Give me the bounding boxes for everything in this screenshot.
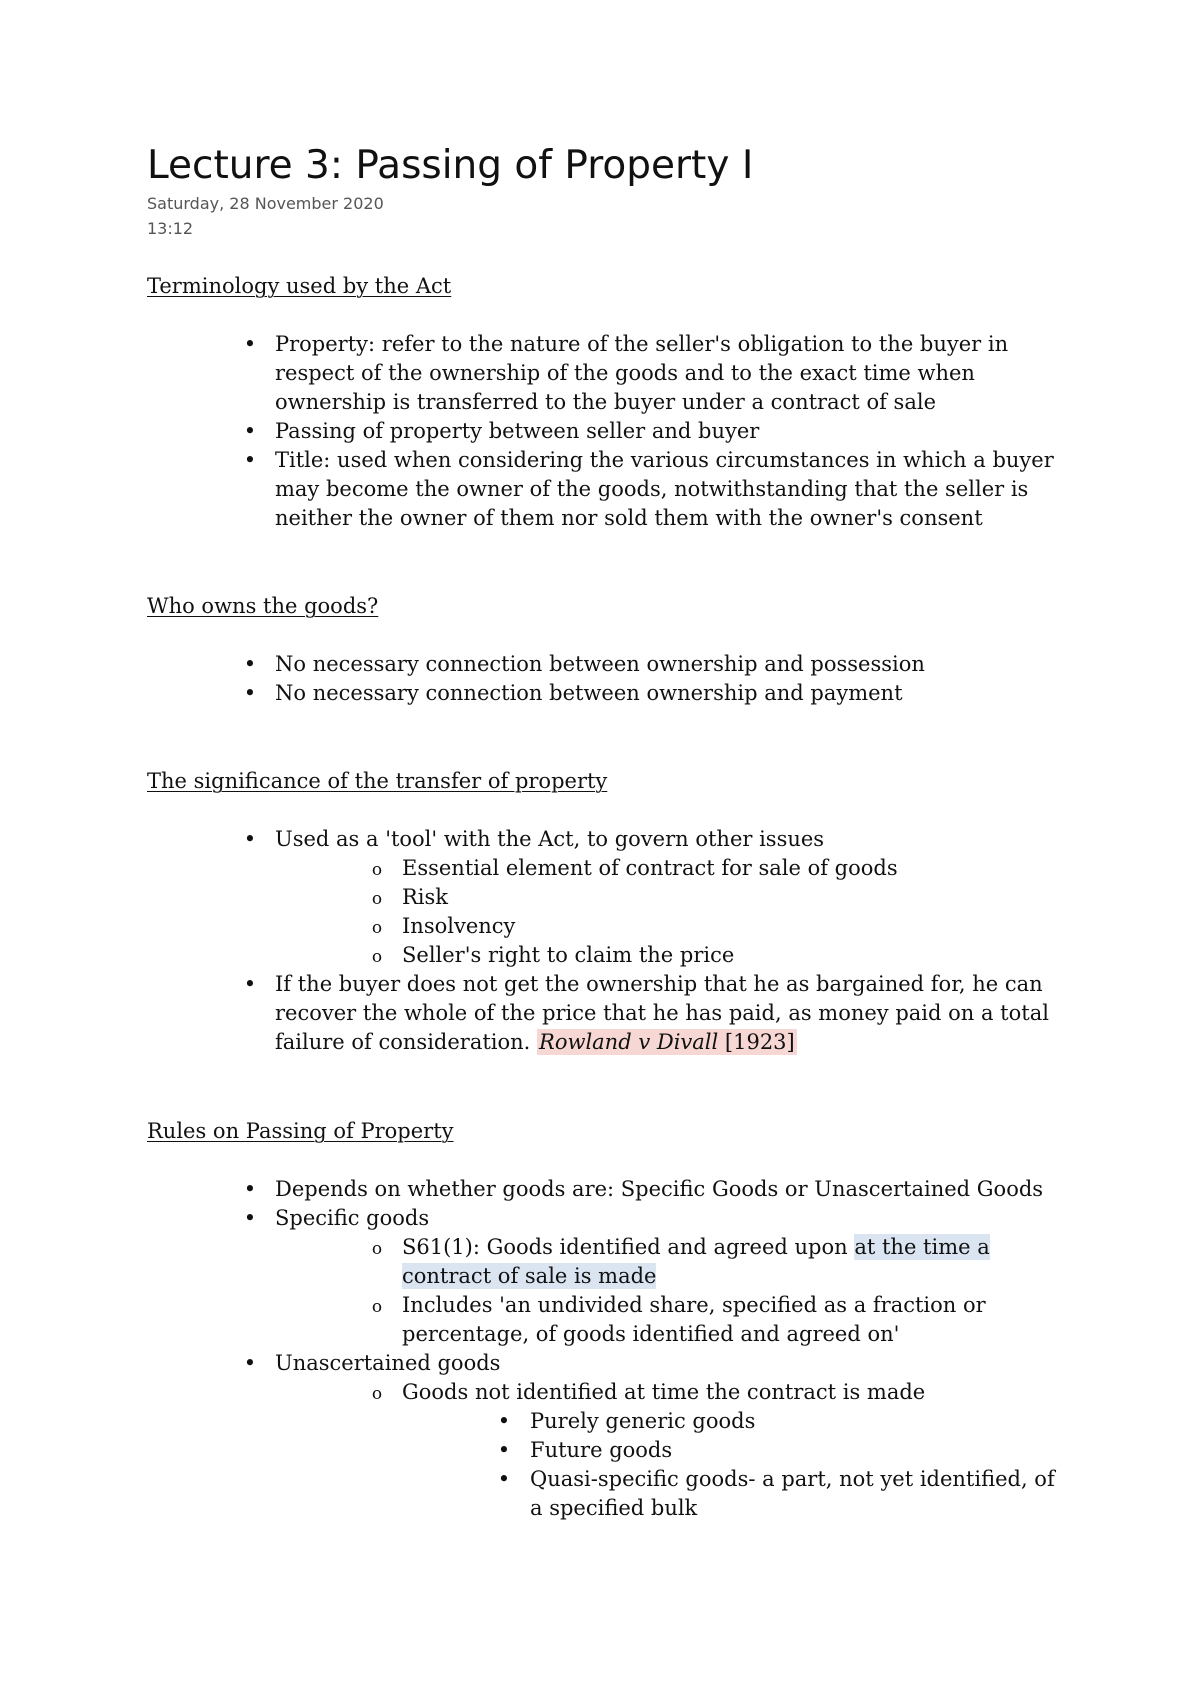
case-name: Rowland v Divall	[539, 1030, 719, 1054]
sub-item-not-identified: Goods not identified at time the contract is made	[402, 1380, 926, 1404]
circle-bullet-icon	[367, 1291, 387, 1322]
bullet-icon	[240, 1175, 260, 1204]
list-item-property-l3: ownership is transferred to the buyer under a contract of sale	[275, 390, 936, 414]
third-item-quasi-l1: Quasi-specific goods- a part, not yet identified, of	[530, 1467, 1055, 1491]
sub-item-s61-l1	[402, 1233, 990, 1262]
list-item-tool: Used as a 'tool' with the Act, to govern other issues	[275, 827, 825, 851]
third-item-generic: Purely generic goods	[530, 1409, 756, 1433]
bullet-icon	[240, 650, 260, 679]
sub-item-includes-l1: Includes 'an undivided share, specified as a fraction or	[402, 1293, 986, 1317]
bullet-icon	[240, 330, 260, 359]
bullet-icon	[494, 1465, 514, 1494]
circle-bullet-icon	[367, 883, 387, 914]
circle-bullet-icon	[367, 854, 387, 885]
third-item-quasi-l2: a specified bulk	[530, 1496, 698, 1520]
s61-highlight-2: contract of sale is made	[402, 1264, 657, 1288]
list-item-property-l1: Property: refer to the nature of the seller's obligation to the buyer in	[275, 332, 1009, 356]
sub-item-insolvency: Insolvency	[402, 914, 516, 938]
list-item-buyer-l2: recover the whole of the price that he has paid, as money paid on a total	[275, 1001, 1049, 1025]
sub-item-includes-l2: percentage, of goods identified and agreed on'	[402, 1322, 900, 1346]
s61-highlight-1: at the time a	[854, 1235, 990, 1259]
case-citation	[537, 1029, 797, 1055]
list-item-possession: No necessary connection between ownership and possession	[275, 652, 925, 676]
list-item-property-l2: respect of the ownership of the goods and to the exact time when	[275, 361, 975, 385]
page-title: Lecture 3: Passing of Property I	[147, 143, 754, 188]
bullet-icon	[494, 1436, 514, 1465]
circle-bullet-icon	[367, 941, 387, 972]
list-item-depends: Depends on whether goods are: Specific Goods or Unascertained Goods	[275, 1177, 1044, 1201]
bullet-icon	[240, 679, 260, 708]
sub-item-s61-l2	[402, 1262, 656, 1291]
list-item-title-l1: Title: used when considering the various circumstances in which a buyer	[275, 448, 1054, 472]
heading-terminology: Terminology used by the Act	[147, 274, 452, 298]
list-item-buyer-l3	[275, 1028, 797, 1057]
sub-item-claim-price: Seller's right to claim the price	[402, 943, 735, 967]
sub-item-risk: Risk	[402, 885, 449, 909]
heading-owners: Who owns the goods?	[147, 594, 379, 618]
bullet-icon	[494, 1407, 514, 1436]
circle-bullet-icon	[367, 1233, 387, 1264]
circle-bullet-icon	[367, 1378, 387, 1409]
list-item-passing: Passing of property between seller and buyer	[275, 419, 760, 443]
bullet-icon	[240, 825, 260, 854]
list-item-title-l2: may become the owner of the goods, notwithstanding that the seller is	[275, 477, 1029, 501]
bullet-icon	[240, 1204, 260, 1233]
list-item-specific-goods: Specific goods	[275, 1206, 430, 1230]
page-date: Saturday, 28 November 2020	[147, 194, 384, 213]
s61-text: S61(1): Goods identified and agreed upon	[402, 1235, 855, 1259]
consideration-text: failure of consideration.	[275, 1030, 538, 1054]
heading-significance: The significance of the transfer of property	[147, 769, 608, 793]
circle-bullet-icon	[367, 912, 387, 943]
case-year: [1923]	[718, 1030, 795, 1054]
sub-item-essential: Essential element of contract for sale of goods	[402, 856, 898, 880]
list-item-buyer-l1: If the buyer does not get the ownership that he as bargained for, he can	[275, 972, 1043, 996]
bullet-icon	[240, 1349, 260, 1378]
third-item-future: Future goods	[530, 1438, 673, 1462]
list-item-payment: No necessary connection between ownership and payment	[275, 681, 903, 705]
list-item-title-l3: neither the owner of them nor sold them with the owner's consent	[275, 506, 983, 530]
page-time: 13:12	[147, 219, 194, 238]
bullet-icon	[240, 970, 260, 999]
bullet-icon	[240, 446, 260, 475]
bullet-icon	[240, 417, 260, 446]
list-item-unascertained: Unascertained goods	[275, 1351, 501, 1375]
heading-rules: Rules on Passing of Property	[147, 1119, 454, 1143]
